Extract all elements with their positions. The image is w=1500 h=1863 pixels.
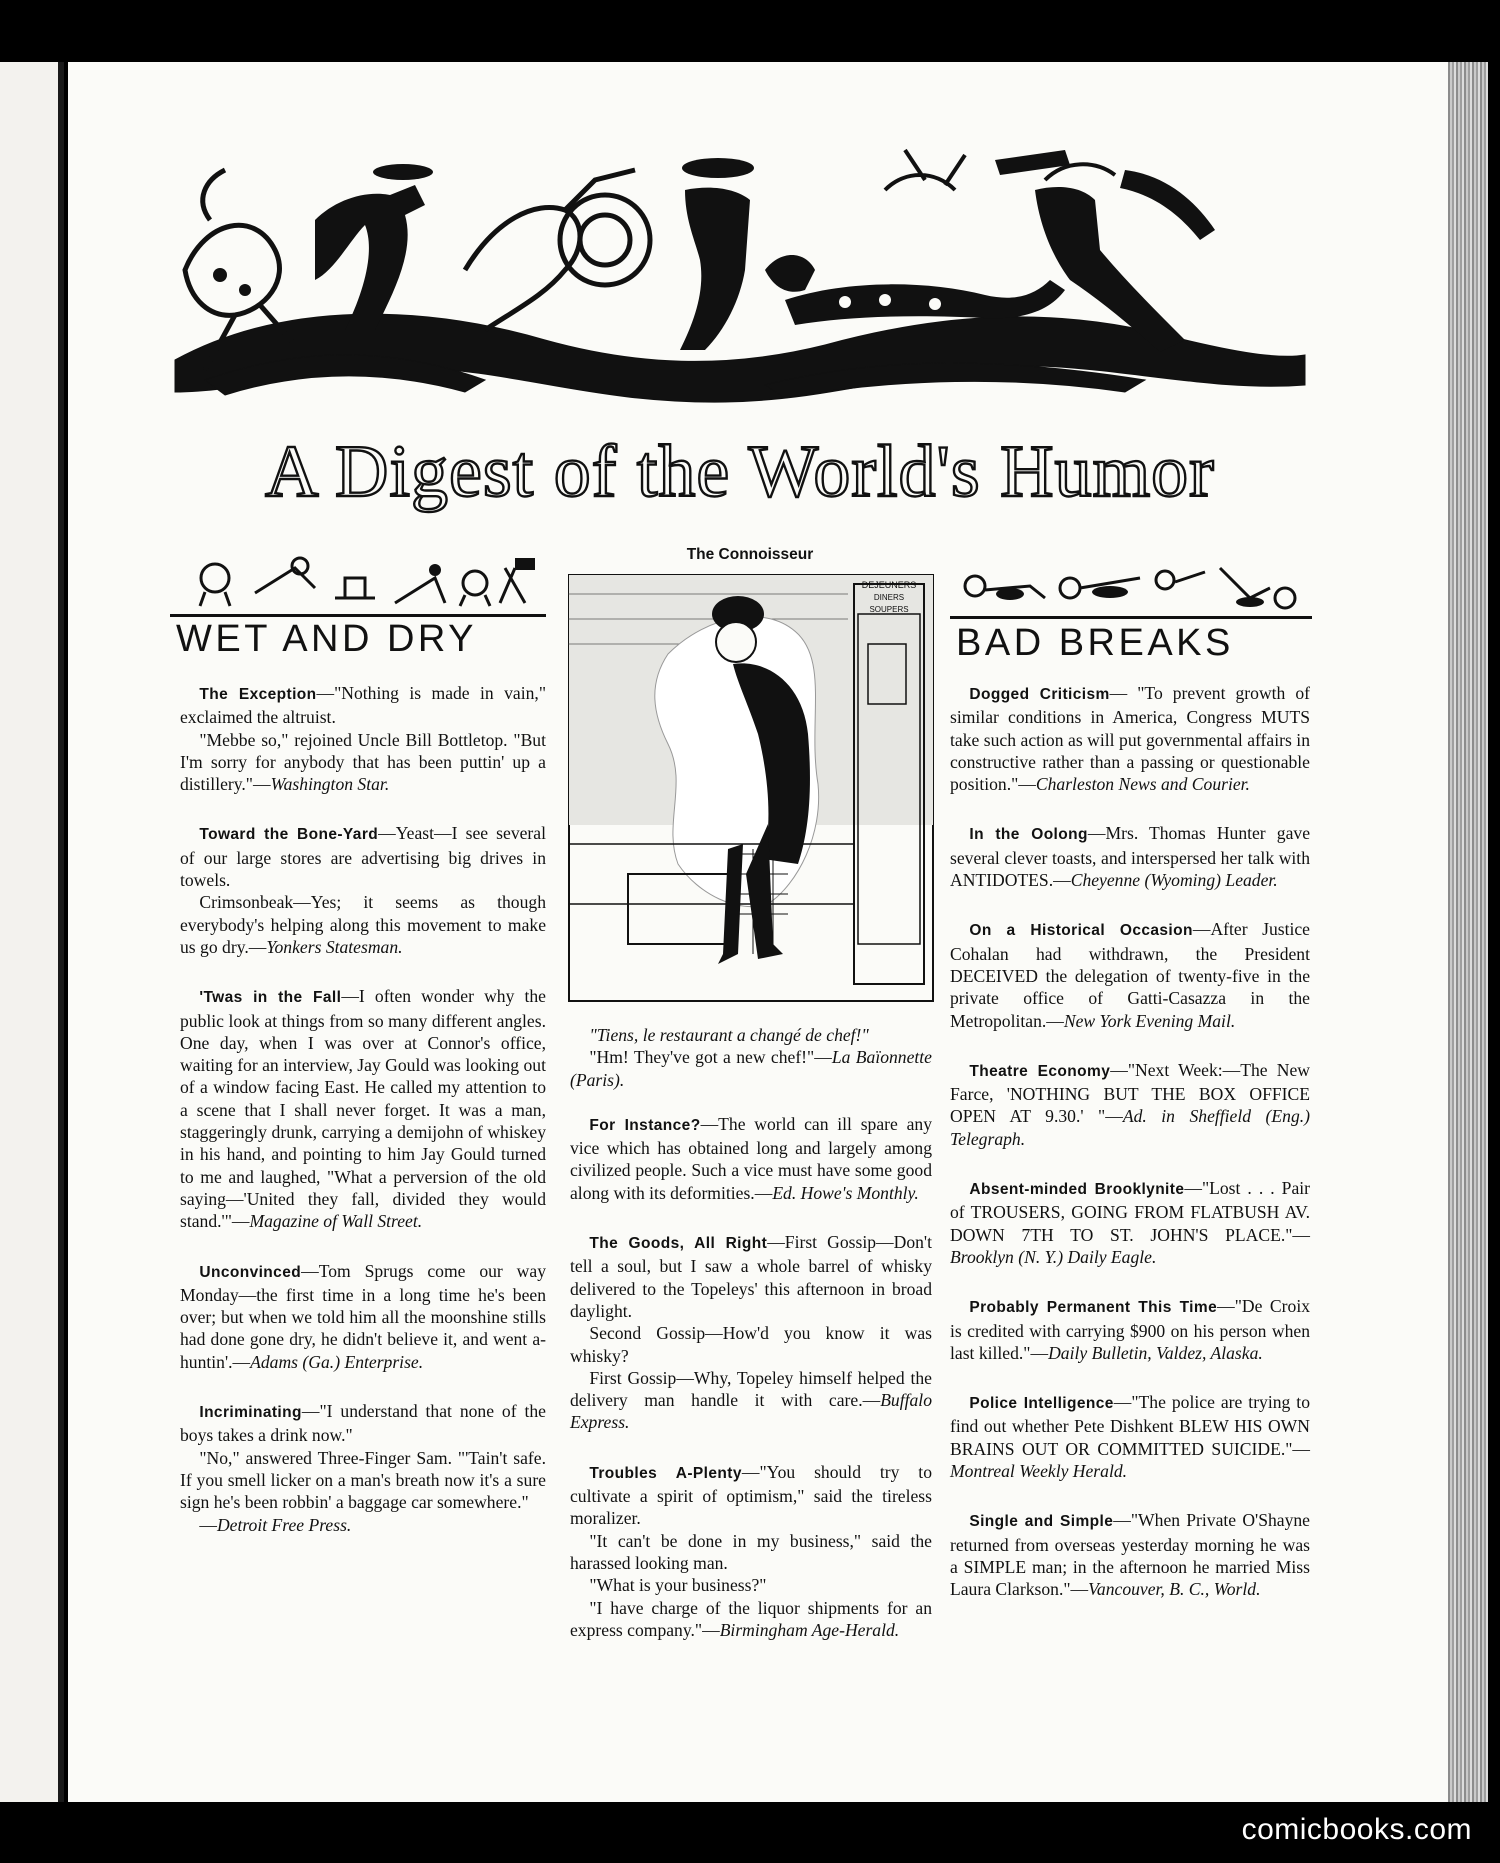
article-source: Montreal Weekly Herald. bbox=[950, 1461, 1128, 1482]
article-absent-minded-brooklynite bbox=[950, 1177, 1310, 1268]
left-facing-page bbox=[0, 62, 58, 1802]
article-body: —After Justice Cohalan had withdrawn, the President DECEIVED the delegation of twenty-five in the private office of Gatti-Casazza in the Metropolitan.— bbox=[950, 919, 1310, 1031]
article-source: Buffalo Express. bbox=[570, 1390, 932, 1433]
article-body: —"Lost . . . Pair of TROUSERS, GOING FROM FLATBUSH AV. DOWN 7TH TO ST. JOHN'S PLACE."— bbox=[950, 1178, 1310, 1245]
article-body: "It can't be done in my business," said the harassed looking man. bbox=[570, 1530, 932, 1573]
banner-illustration bbox=[165, 130, 1315, 420]
cartoon-sign-line-1: DEJEUNERS bbox=[861, 580, 917, 590]
page-title: A Digest of the World's Humor bbox=[265, 431, 1215, 513]
article-headline: Incriminating bbox=[199, 1404, 302, 1422]
article-source: Cheyenne (Wyoming) Leader. bbox=[1070, 870, 1278, 891]
section-heading-bad-breaks: BAD BREAKS bbox=[956, 622, 1234, 664]
wet-and-dry-rule bbox=[170, 614, 546, 617]
article-source: Brooklyn (N. Y.) Daily Eagle. bbox=[950, 1246, 1157, 1267]
left-column bbox=[180, 682, 546, 1563]
article-for-instance bbox=[570, 1113, 932, 1204]
article-headline: Dogged Criticism bbox=[969, 686, 1110, 703]
article-single-and-simple bbox=[950, 1509, 1310, 1600]
article-body: —Tom Sprugs come our way Monday—the first time in a long time he's been over; but when we told him all the moonshine stills had done gone dry, he didn't believe it, and went a-huntin'.— bbox=[180, 1260, 546, 1372]
article-body: "No," answered Three-Finger Sam. "'Tain't safe. If you smell licker on a man's breath now it's a sure sign he's been robbin' a baggage car somewhere." bbox=[180, 1447, 546, 1513]
article-source: Charleston News and Courier. bbox=[1035, 774, 1250, 795]
article-body: —"Next Week:—The New Farce, 'NOTHING BUT THE BOX OFFICE OPEN AT 9.30.' "— bbox=[950, 1059, 1311, 1127]
article-source: Ad. in Sheffield (Eng.) Telegraph. bbox=[950, 1106, 1311, 1149]
article-the-goods-all-right bbox=[570, 1231, 932, 1434]
article-headline: Probably Permanent This Time bbox=[969, 1299, 1218, 1317]
article-source: Magazine of Wall Street. bbox=[249, 1211, 423, 1232]
cartoon-illustration bbox=[568, 574, 934, 1002]
article-in-the-oolong bbox=[950, 822, 1310, 891]
bad-breaks-vignette bbox=[950, 558, 1310, 614]
article-the-exception bbox=[180, 682, 546, 795]
middle-column bbox=[570, 1024, 932, 1668]
article-source: Washington Star. bbox=[270, 774, 390, 795]
article-headline: Single and Simple bbox=[969, 1513, 1114, 1531]
article-source: Yonkers Statesman. bbox=[266, 936, 403, 957]
cartoon-sign-line-2: DINERS bbox=[873, 593, 905, 602]
article-headline: Theatre Economy bbox=[969, 1062, 1111, 1080]
bad-breaks-rule bbox=[950, 616, 1312, 619]
article-body: —"De Croix is credited with carrying $900 on his person when last killed."— bbox=[950, 1296, 1310, 1363]
article-source: New York Evening Mail. bbox=[1063, 1010, 1236, 1031]
article-body: First Gossip—Why, Topeley himself helped the delivery man handle it with care.— bbox=[570, 1367, 932, 1411]
article-body: —I often wonder why the public look at things from so many different angles. One day, when I was over at Connor's office, waiting for an interview, Jay Gould was looking out of a window facing East. He called my attention to a scene that I shall never forget. It was a man, staggeringly drunk, carrying a demijohn of whiskey in his hand, and pointing to him Jay Gould turned to me and laughed, "What a perversion of the old saying—'United they fall, divided they would stand.'"— bbox=[180, 986, 546, 1232]
article-headline: Unconvinced bbox=[199, 1263, 302, 1281]
article-headline: Toward the Bone-Yard bbox=[199, 826, 379, 844]
article-police-intelligence bbox=[950, 1391, 1310, 1482]
article-incriminating bbox=[180, 1400, 546, 1536]
article-source: Adams (Ga.) Enterprise. bbox=[250, 1351, 424, 1372]
cartoon-captions bbox=[570, 1024, 932, 1091]
article-body: —"The police are trying to find out whether Pete Dishkent BLEW HIS OWN BRAINS OUT OR COMMITTED SUICIDE."— bbox=[950, 1392, 1310, 1459]
article-source: Birmingham Age-Herald. bbox=[719, 1619, 900, 1640]
article-headline: 'Twas in the Fall bbox=[199, 989, 342, 1007]
right-column bbox=[950, 682, 1310, 1628]
article-body: —"When Private O'Shayne returned from overseas yesterday morning he was a SIMPLE man; in the afternoon he married Miss Laura Clarkson."— bbox=[950, 1510, 1310, 1600]
article-body: —First Gossip—Don't tell a soul, but I saw a whole barrel of whisky delivered to the Topeleys' this afternoon in broad daylight. bbox=[570, 1232, 932, 1321]
article-headline: The Exception bbox=[199, 686, 317, 703]
article-dogged-criticism bbox=[950, 682, 1310, 795]
article-headline: Troubles A-Plenty bbox=[589, 1464, 742, 1482]
article-source: Vancouver, B. C., World. bbox=[1088, 1579, 1261, 1600]
article-headline: Absent-minded Brooklynite bbox=[969, 1181, 1185, 1199]
article-body: — bbox=[199, 1514, 217, 1535]
watermark: comicbooks.com bbox=[1241, 1813, 1472, 1846]
article-toward-the-bone-yard bbox=[180, 822, 546, 958]
cartoon-caption-source: La Baïonnette (Paris). bbox=[570, 1047, 932, 1090]
article-troubles-a-plenty bbox=[570, 1461, 932, 1641]
article-body: Crimsonbeak—Yes; it seems as though everybody's helping along this movement to make us go dry.— bbox=[180, 892, 546, 957]
article-body: —Mrs. Thomas Hunter gave several clever toasts, and interspersed her talk with ANTIDOTES.— bbox=[950, 823, 1310, 891]
article-source: Daily Bulletin, Valdez, Alaska. bbox=[1048, 1342, 1263, 1363]
article-body: —Yeast—I see several of our large stores are advertising big drives in towels. bbox=[180, 823, 546, 891]
cartoon-caption-english: "Hm! They've got a new chef!"— bbox=[589, 1047, 832, 1068]
article-headline: The Goods, All Right bbox=[589, 1235, 768, 1253]
wet-and-dry-vignette bbox=[185, 548, 545, 608]
section-heading-wet-and-dry: WET AND DRY bbox=[176, 618, 478, 660]
article-body: "I have charge of the liquor shipments for an express company."— bbox=[570, 1597, 932, 1640]
article-probably-permanent bbox=[950, 1295, 1310, 1364]
article-body: —"I understand that none of the boys takes a drink now." bbox=[180, 1401, 546, 1446]
article-source: Ed. Howe's Monthly. bbox=[772, 1182, 919, 1203]
article-body: — "To prevent growth of similar conditions in America, Congress MUTS take such action as will put governmental affairs in constructive rather than a passing or questionable position."— bbox=[950, 683, 1310, 795]
article-theatre-economy bbox=[950, 1059, 1310, 1150]
article-body: —"You should try to cultivate a spirit of optimism," said the tireless moralizer. bbox=[570, 1461, 932, 1529]
article-headline: Police Intelligence bbox=[969, 1395, 1114, 1413]
article-body: —"Nothing is made in vain," exclaimed the altruist. bbox=[180, 683, 546, 728]
article-source: Detroit Free Press. bbox=[216, 1514, 352, 1535]
cartoon-caption-french: "Tiens, le restaurant a changé de chef!" bbox=[589, 1025, 869, 1045]
article-body: —The world can ill spare any vice which has obtained long and largely among civilized people. Such a vice must have some good along with its deformities.— bbox=[570, 1113, 932, 1203]
article-headline: For Instance? bbox=[589, 1116, 701, 1134]
article-headline: In the Oolong bbox=[969, 826, 1088, 844]
page-stack-edge bbox=[1448, 62, 1488, 1802]
cartoon-heading: The Connoisseur bbox=[686, 546, 814, 563]
book-gutter bbox=[58, 62, 64, 1802]
article-body: "Mebbe so," rejoined Uncle Bill Bottletop. "But I'm sorry for anybody that has been puttin' up a distillery."— bbox=[180, 729, 546, 795]
article-twas-in-the-fall bbox=[180, 985, 546, 1232]
article-body: "What is your business?" bbox=[589, 1575, 767, 1596]
article-body: Second Gossip—How'd you know it was whisky? bbox=[570, 1323, 932, 1366]
article-on-a-historical-occasion bbox=[950, 918, 1310, 1031]
article-headline: On a Historical Occasion bbox=[969, 922, 1193, 940]
cartoon-sign-line-3: SOUPERS bbox=[869, 605, 909, 614]
article-unconvinced bbox=[180, 1260, 546, 1373]
